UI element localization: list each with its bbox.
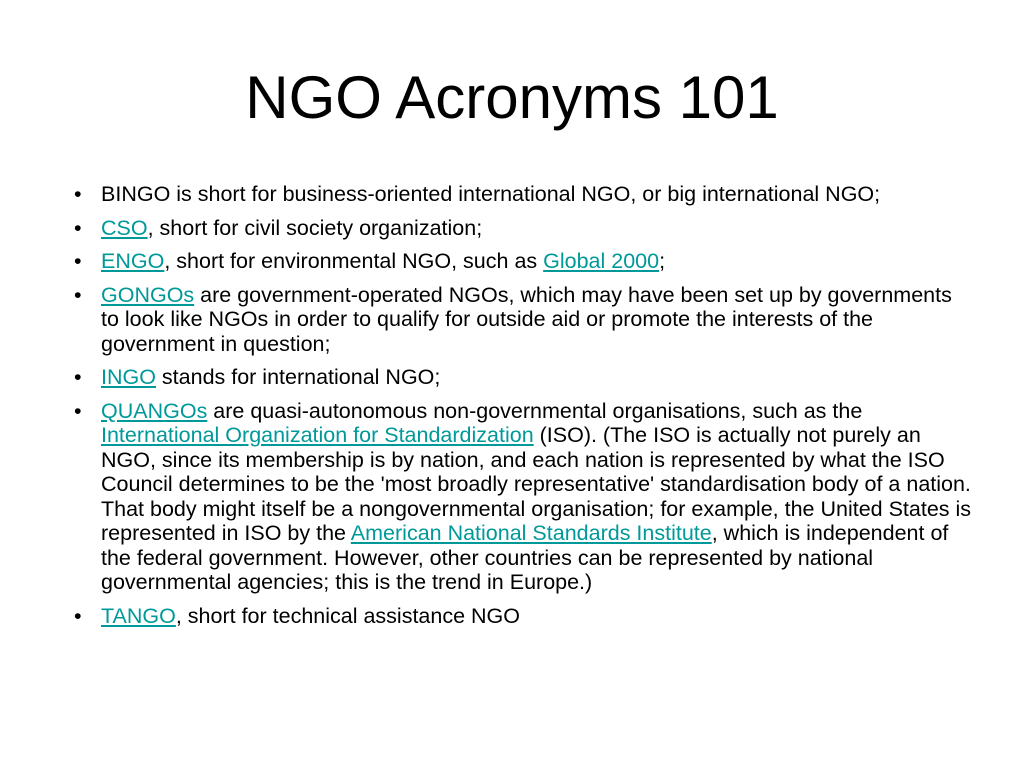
bullet-icon: • xyxy=(74,249,82,273)
link-global-2000[interactable]: Global 2000 xyxy=(543,249,660,273)
bullet-list xyxy=(74,182,974,637)
link-ingo[interactable]: INGO xyxy=(101,365,156,389)
item-text: are quasi-autonomous non-governmental organisations, such as the xyxy=(207,398,863,423)
list-item xyxy=(74,399,974,595)
bullet-icon: • xyxy=(74,365,82,389)
list-item xyxy=(74,182,974,207)
bullet-icon: • xyxy=(74,215,82,240)
link-ansi[interactable]: American National Standards Institute xyxy=(350,521,712,545)
list-item xyxy=(74,283,974,357)
item-text: , short for technical assistance NGO xyxy=(175,603,520,628)
list-item xyxy=(74,216,974,241)
list-item xyxy=(74,249,974,274)
list-item xyxy=(74,604,974,629)
list-item xyxy=(74,365,974,390)
link-iso[interactable]: International Organization for Standardization xyxy=(101,423,534,447)
bullet-icon: • xyxy=(74,182,82,206)
bullet-icon: • xyxy=(74,398,82,423)
item-text: ; xyxy=(659,249,666,273)
item-text: , which is independent of the federal government. However, other countries can be represented by national governmental agencies; this is the trend in Europe.) xyxy=(101,521,949,594)
link-quangos[interactable]: QUANGOs xyxy=(101,398,208,423)
link-cso[interactable]: CSO xyxy=(101,215,148,240)
item-text: , short for environmental NGO, such as xyxy=(164,249,544,273)
item-text: stands for international NGO; xyxy=(155,365,441,389)
link-tango[interactable]: TANGO xyxy=(101,603,176,628)
item-text: are government-operated NGOs, which may have been set up by governments to look like NGOs in order to qualify for outside aid or promote the interests of the government in question; xyxy=(101,282,952,356)
slide-title: NGO Acronyms 101 xyxy=(245,64,779,131)
item-text: BINGO is short for business-oriented international NGO, or big international NGO; xyxy=(101,182,881,206)
item-text: (ISO). (The ISO is actually not purely an NGO, since its membership is by nation, and each nation is represented by what the ISO Council determines to be the 'most broadly representative' standardisation body of a nation. That body might itself be a nongovernmental organisation; for example, the United States is represented in ISO by the xyxy=(101,423,972,545)
bullet-icon: • xyxy=(74,282,82,307)
link-engo[interactable]: ENGO xyxy=(101,249,165,273)
bullet-icon: • xyxy=(74,603,82,628)
item-text: , short for civil society organization; xyxy=(147,215,483,240)
link-gongos[interactable]: GONGOs xyxy=(101,282,195,307)
